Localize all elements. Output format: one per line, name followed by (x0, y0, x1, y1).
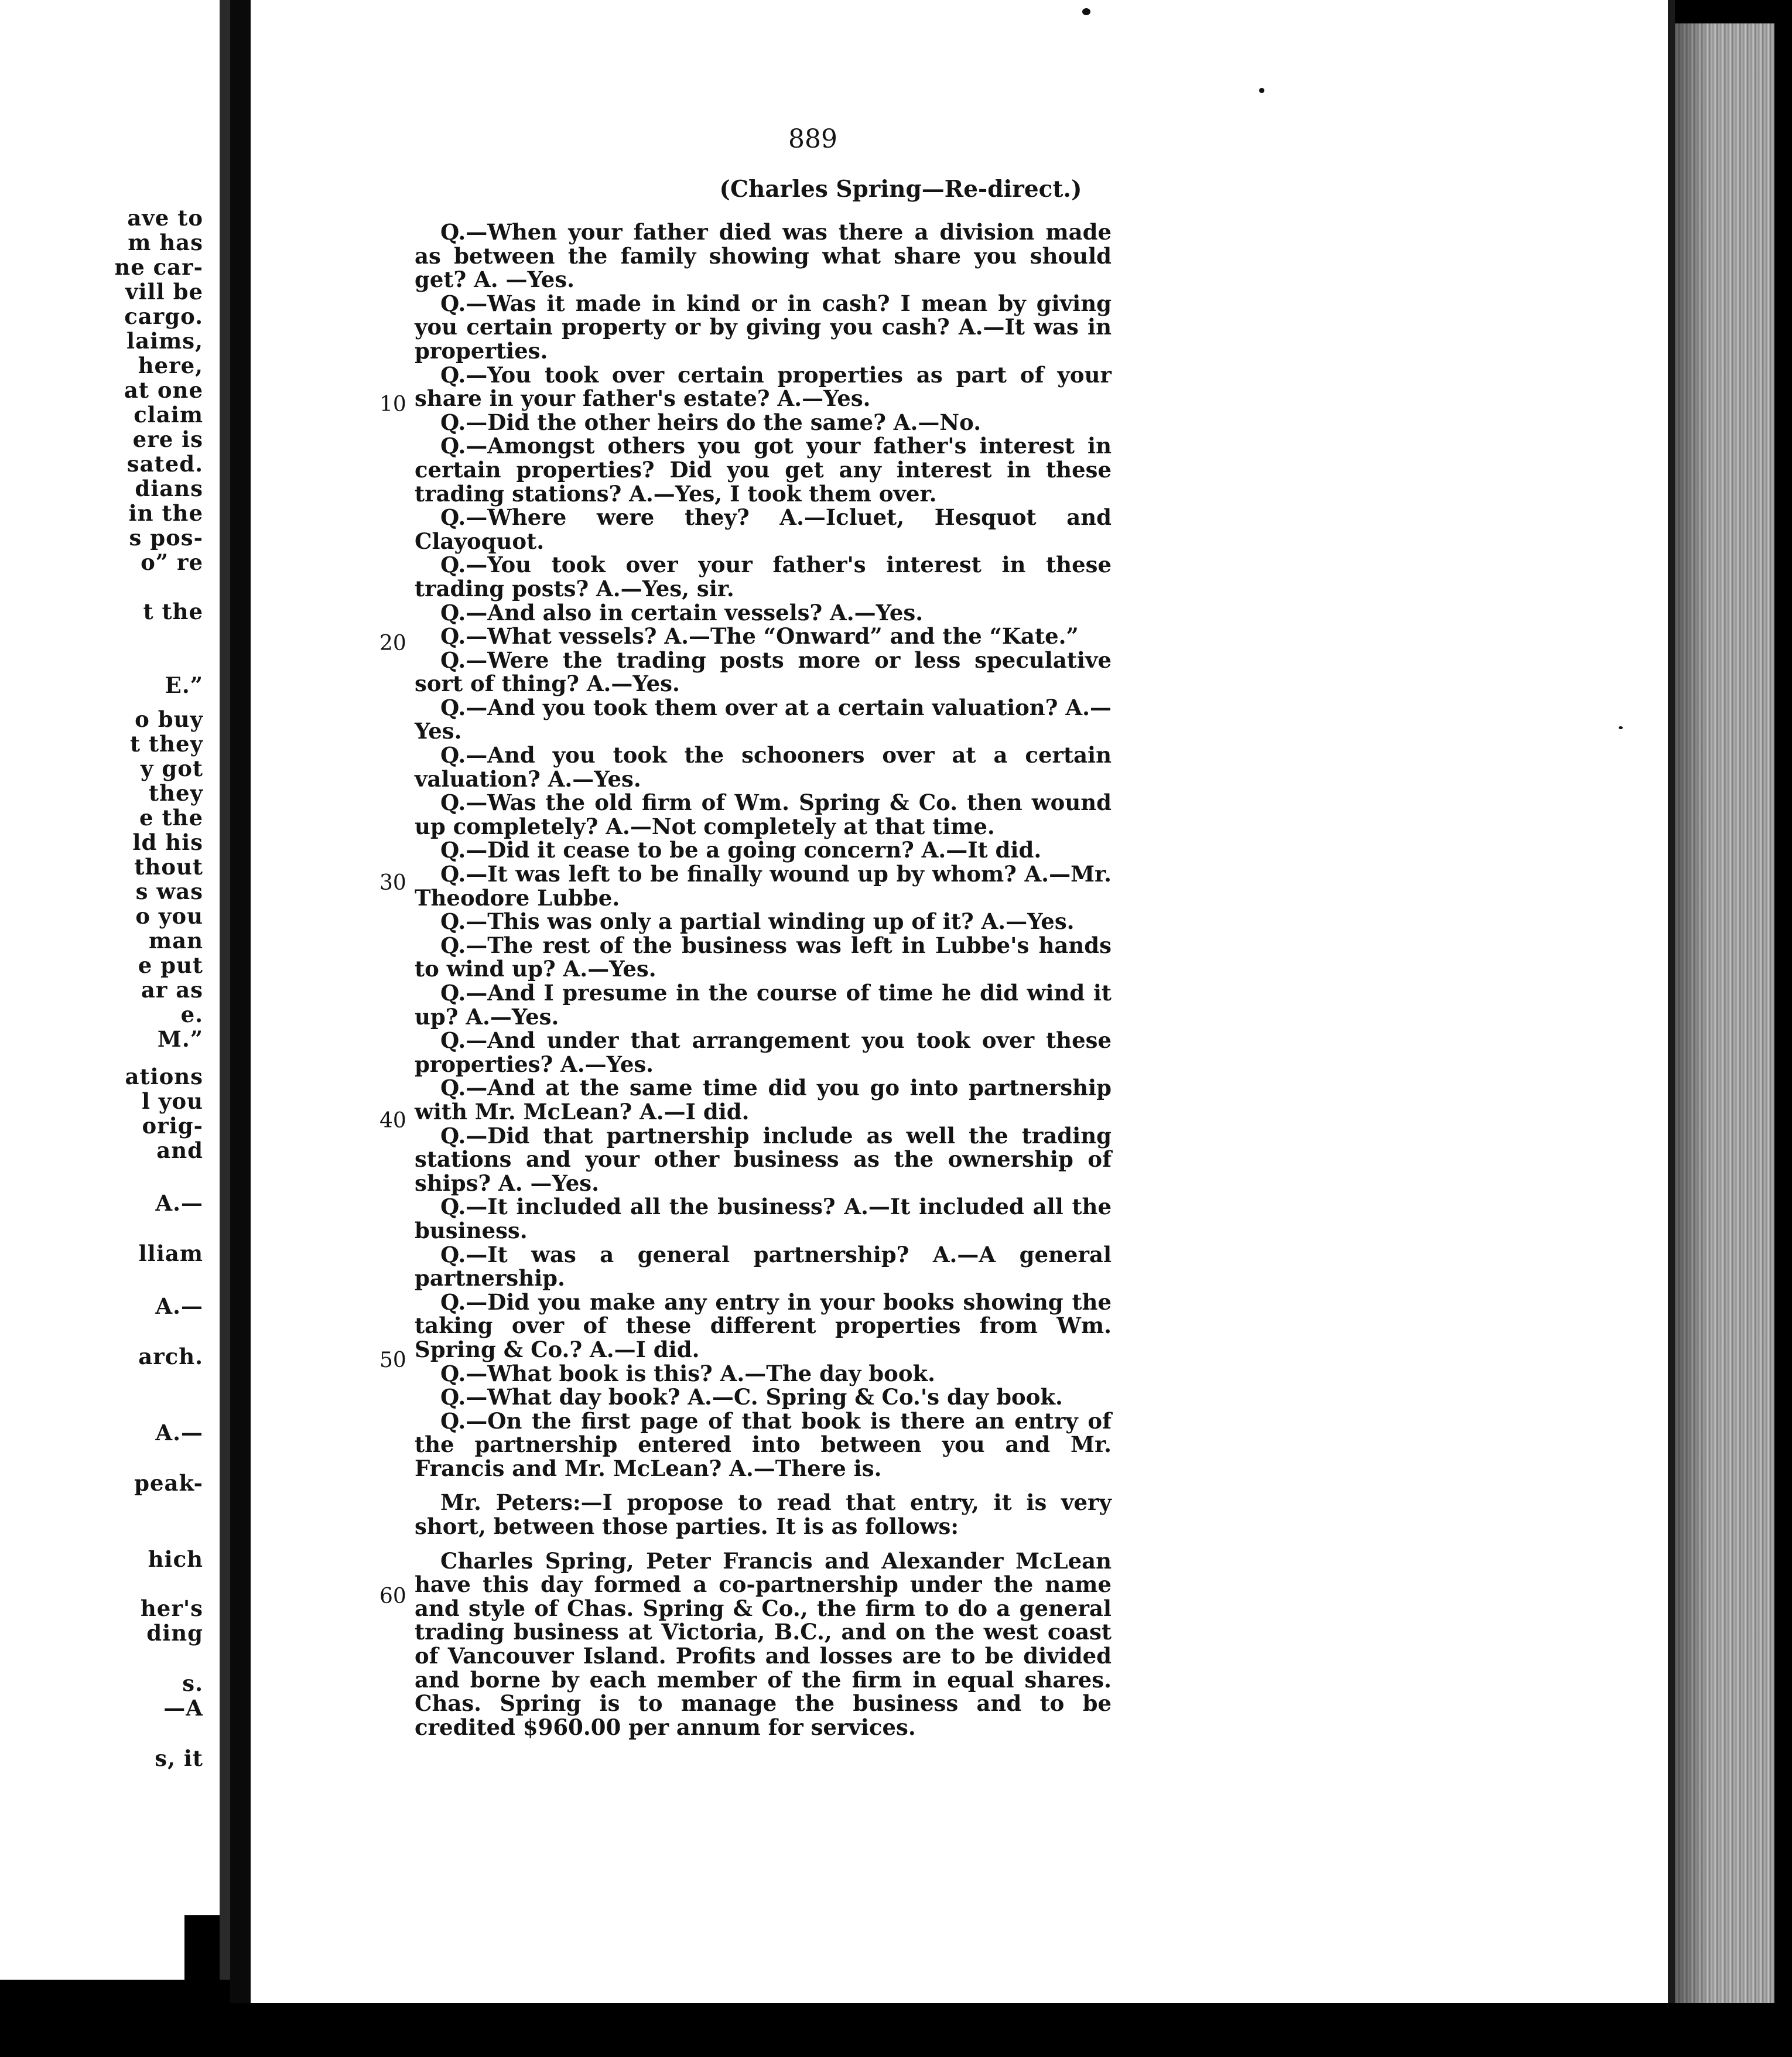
facing-page-line: ave to (127, 205, 203, 231)
qa-paragraph: Q.—Were the trading posts more or less speculative sort of thing? A.—Yes. (415, 647, 1112, 697)
binding-shadow (220, 0, 230, 1980)
margin-line-number: 20 (379, 631, 406, 655)
facing-page-line: t they (129, 731, 203, 757)
facing-page-line: m has (128, 230, 203, 255)
facing-page-line: s, it (155, 1745, 203, 1771)
margin-line-number: 30 (379, 871, 406, 895)
facing-page-line: E.” (165, 672, 203, 698)
facing-page-line: vill be (125, 279, 203, 305)
facing-page-line: in the (128, 500, 203, 526)
qa-paragraph: Q.—It was a general partnership? A.—A general partnership. (415, 1241, 1112, 1291)
counsel-statement: Mr. Peters:—I propose to read that entry, it is very short, between those parties. It is as follows: (415, 1489, 1112, 1540)
qa-paragraph: Q.—Was it made in kind or in cash? I mean by giving you certain property or by giving you cash? A.—It was in properties. (415, 290, 1112, 364)
facing-page-line: o you (135, 903, 203, 929)
facing-page-line: e. (180, 1002, 203, 1027)
qa-paragraph: Q.—And under that arrangement you took over these properties? A.—Yes. (415, 1027, 1112, 1077)
document-page (251, 0, 1668, 2003)
qa-paragraph: Q.—It included all the business? A.—It included all the business. (415, 1194, 1112, 1243)
ink-speck (1619, 726, 1623, 729)
margin-line-number: 50 (379, 1348, 406, 1372)
facing-page-line: here, (138, 353, 203, 378)
facing-page (0, 0, 220, 1980)
facing-page-line: man (148, 928, 203, 954)
qa-paragraph: Q.—Did it cease to be a going concern? A.—It did. (440, 837, 1042, 863)
qa-paragraph: Q.—And you took them over at a certain valuation? A.— Yes. (415, 694, 1112, 744)
quoted-entry: Charles Spring, Peter Francis and Alexander McLean have this day formed a co-partnership under the name and style of Chas. Spring & Co., the firm to do a general trading business at Victoria, B.C., and on the west coast of Vancouver Island. Profits and losses are to be divided and borne by each member of the firm in equal shares. Chas. Spring is to manage the business and to be credited $960.00 per annum for services. (415, 1547, 1112, 1740)
qa-paragraph: Q.—Was the old firm of Wm. Spring & Co. then wound up completely? A.—Not completely at that time. (415, 790, 1112, 839)
facing-page-line: s pos- (129, 525, 203, 551)
qa-paragraph: Q.—What book is this? A.—The day book. (440, 1360, 936, 1386)
facing-page-line: they (148, 780, 203, 806)
gutter (230, 0, 251, 2057)
facing-page-line: ere is (132, 426, 203, 452)
margin-line-number: 60 (379, 1584, 406, 1608)
qa-paragraph: Q.—And also in certain vessels? A.—Yes. (440, 599, 924, 626)
facing-page-line: at one (124, 377, 203, 403)
qa-paragraph: Q.—Did you make any entry in your books showing the taking over of these different properties from Wm. Spring & Co.? A.—I did. (415, 1289, 1112, 1362)
qa-paragraph: Q.—When your father died was there a division made as between the family showing what share you should get? A. —Yes. (415, 219, 1112, 293)
facing-page-line: her's (140, 1595, 203, 1621)
facing-page-line: A.— (155, 1293, 203, 1319)
qa-paragraph: Q.—Amongst others you got your father's interest in certain properties? Did you get any interest in these trading stations? A.—Yes, I took them over. (415, 433, 1112, 507)
margin-line-number: 40 (379, 1109, 406, 1133)
qa-paragraph: Q.—And at the same time did you go into partnership with Mr. McLean? A.—I did. (415, 1075, 1112, 1125)
facing-page-line: o buy (135, 706, 203, 732)
facing-page-line: —A (163, 1695, 203, 1721)
qa-paragraph: Q.—This was only a partial winding up of it? A.—Yes. (440, 908, 1075, 935)
testimony-text (415, 220, 1112, 1739)
facing-page-line: ding (146, 1620, 203, 1646)
qa-paragraph: Q.—The rest of the business was left in Lubbe's hands to wind up? A.—Yes. (415, 932, 1112, 982)
facing-page-line: hich (148, 1546, 203, 1572)
qa-paragraph: Q.—You took over your father's interest in these trading posts? A.—Yes, sir. (415, 552, 1112, 602)
facing-page-line: laims, (126, 328, 203, 354)
qa-paragraph: Q.—And I presume in the course of time he did wind it up? A.—Yes. (415, 980, 1112, 1030)
facing-page-line: ld his (132, 829, 203, 855)
ink-speck (1259, 88, 1264, 93)
qa-paragraph: Q.—You took over certain properties as part of your share in your father's estate? A.—Yes. (415, 361, 1112, 412)
facing-page-line: and (156, 1137, 203, 1163)
facing-page-line: dians (135, 476, 203, 501)
facing-page-line: l you (141, 1088, 203, 1114)
qa-paragraph: Q.—And you took the schooners over at a certain valuation? A.—Yes. (415, 742, 1112, 792)
facing-page-line: y got (140, 756, 203, 781)
facing-page-line: ar as (141, 977, 203, 1003)
facing-page-line: arch. (138, 1344, 203, 1369)
facing-page-line: s was (135, 879, 203, 904)
binding-gap (184, 1915, 220, 1980)
facing-page-line: A.— (155, 1190, 203, 1216)
scan-background (0, 2003, 1792, 2057)
facing-page-line: A.— (155, 1420, 203, 1446)
facing-page-line: o” re (141, 549, 203, 575)
facing-page-line: e the (139, 805, 203, 831)
page-block-shade (1675, 23, 1710, 2003)
facing-page-line: sated. (126, 451, 203, 477)
ink-speck (1082, 8, 1090, 15)
running-head: (Charles Spring—Re-direct.) (719, 176, 1082, 203)
qa-paragraph: Q.—What day book? A.—C. Spring & Co.'s day book. (440, 1384, 1063, 1410)
qa-paragraph: Q.—Where were they? A.—Icluet, Hesquot and Clayoquot. (415, 504, 1112, 554)
qa-paragraph: Q.—Did the other heirs do the same? A.—No. (440, 409, 982, 435)
facing-page-line: t the (143, 599, 203, 624)
qa-paragraph: Q.—Did that partnership include as well the trading stations and your other business as the ownership of ships? A. —Yes. (415, 1122, 1112, 1196)
page-edge-shadow (1668, 0, 1675, 2003)
margin-line-number: 10 (379, 392, 406, 416)
facing-page-line: peak- (134, 1470, 203, 1496)
facing-page-line: cargo. (124, 303, 203, 329)
facing-page-line: lliam (138, 1241, 203, 1266)
facing-page-line: s. (182, 1670, 203, 1696)
qa-paragraph: Q.—It was left to be finally wound up by whom? A.—Mr. Theodore Lubbe. (415, 861, 1112, 911)
facing-page-line: e put (138, 952, 203, 978)
facing-page-line: M.” (157, 1026, 203, 1052)
facing-page-line: thout (134, 854, 203, 880)
qa-paragraph: Q.—What vessels? A.—The “Onward” and the “Kate.” (440, 623, 1079, 650)
qa-paragraph: Q.—On the first page of that book is there an entry of the partnership entered into between you and Mr. Francis and Mr. McLean? A.—There is. (415, 1407, 1112, 1481)
facing-page-line: orig- (142, 1113, 203, 1139)
page-number: 889 (788, 124, 837, 154)
facing-page-line: ne car- (114, 254, 203, 280)
facing-page-line: ations (125, 1064, 203, 1089)
facing-page-line: claim (134, 402, 203, 428)
